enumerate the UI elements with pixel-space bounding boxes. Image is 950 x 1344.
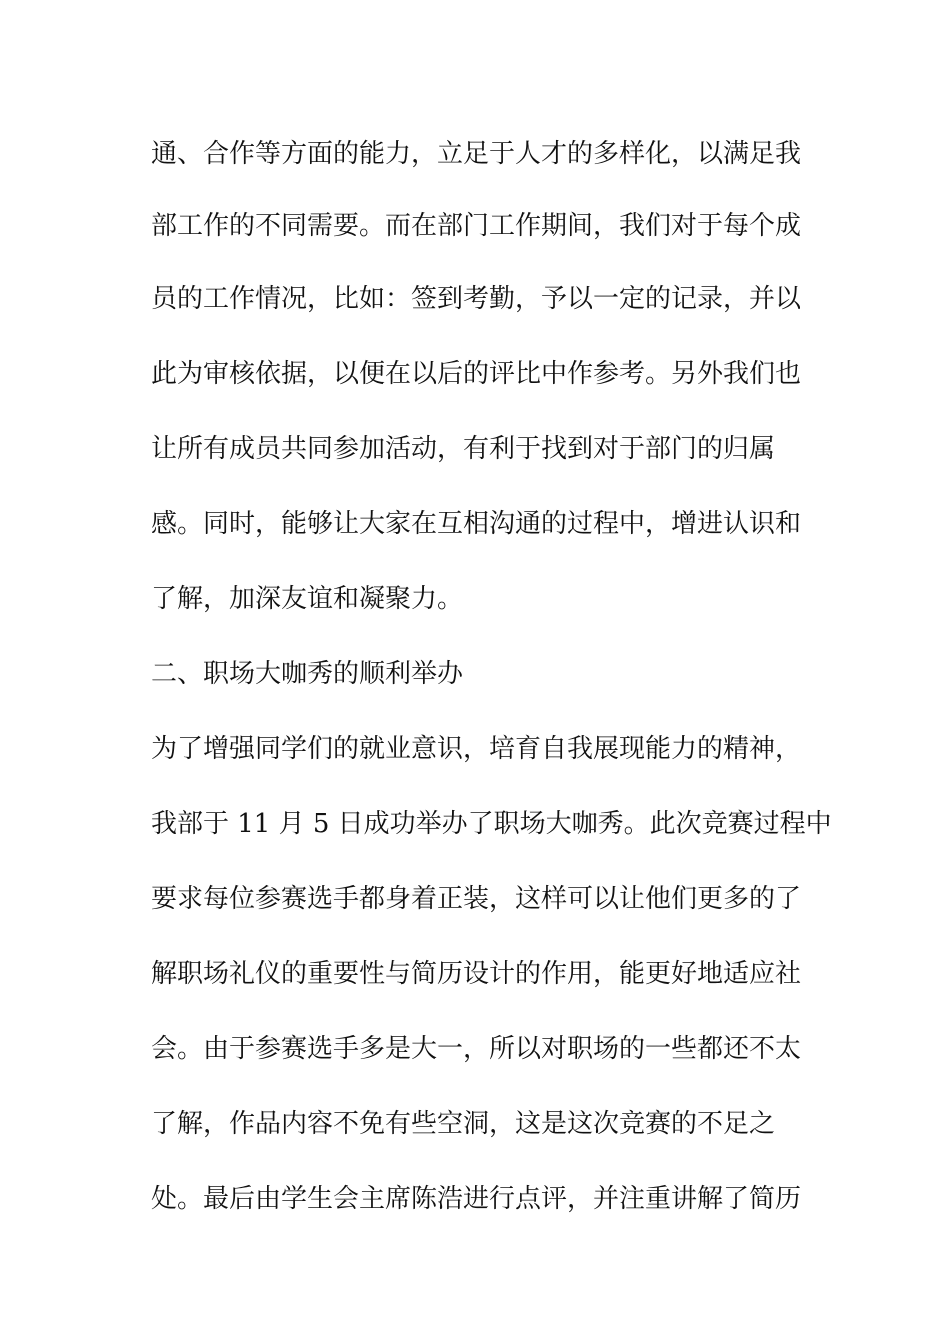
body-text-line: 此为审核依据，以便在以后的评比中作参考。另外我们也 [151, 359, 802, 389]
body-text-line: 部工作的不同需要。而在部门工作期间，我们对于每个成 [151, 211, 802, 241]
body-text-line: 了解，加深友谊和凝聚力。 [151, 584, 464, 614]
body-text-line: 要求每位参赛选手都身着正装，这样可以让他们更多的了 [151, 884, 802, 914]
body-text-line: 处。最后由学生会主席陈浩进行点评，并注重讲解了简历 [151, 1184, 802, 1214]
body-text-line: 解职场礼仪的重要性与简历设计的作用，能更好地适应社 [151, 959, 802, 989]
body-text-line: 感。同时，能够让大家在互相沟通的过程中，增进认识和 [151, 509, 802, 539]
body-text-line: 员的工作情况，比如：签到考勤，予以一定的记录，并以 [151, 284, 802, 314]
section-heading: 二、职场大咖秀的顺利举办 [151, 659, 464, 689]
body-text-line: 我部于 11 月 5 日成功举办了职场大咖秀。此次竞赛过程中 [151, 809, 832, 839]
body-text-line: 让所有成员共同参加活动，有利于找到对于部门的归属 [151, 434, 776, 464]
body-text-line: 会。由于参赛选手多是大一，所以对职场的一些都还不太 [151, 1034, 802, 1064]
body-text-line: 为了增强同学们的就业意识，培育自我展现能力的精神， [151, 734, 802, 764]
body-text-line: 了解，作品内容不免有些空洞，这是这次竞赛的不足之 [151, 1109, 776, 1139]
body-text-line: 通、合作等方面的能力，立足于人才的多样化，以满足我 [151, 139, 802, 169]
